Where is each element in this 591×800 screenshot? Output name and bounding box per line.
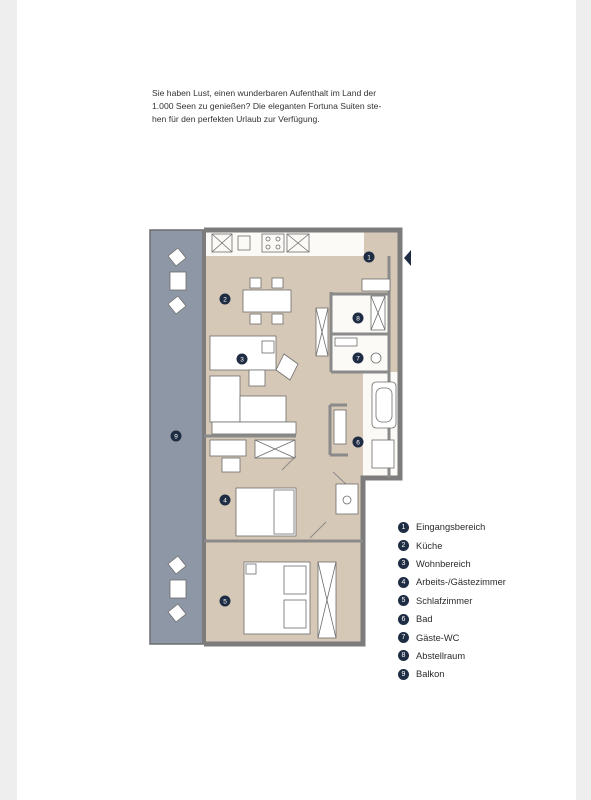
legend-number: 6 [398, 614, 409, 625]
legend-label: Küche [416, 540, 443, 551]
legend-number: 1 [398, 522, 409, 533]
legend-label: Abstellraum [416, 650, 466, 661]
room-marker-9 [171, 431, 182, 442]
intro-line-2: 1.000 Seen zu genießen? Die eleganten Fortuna Suiten ste- [152, 101, 382, 111]
legend-label: Arbeits-/Gästezimmer [416, 577, 506, 588]
room-marker-3 [237, 354, 248, 365]
legend-label: Wohnbereich [416, 558, 471, 569]
svg-text:7: 7 [356, 355, 360, 363]
legend-number: 4 [398, 577, 409, 588]
svg-text:1: 1 [367, 254, 371, 262]
legend-item [398, 555, 506, 573]
legend-label: Bad [416, 614, 433, 625]
room-marker-2 [220, 294, 231, 305]
legend-label: Balkon [416, 669, 445, 680]
svg-text:3: 3 [240, 356, 244, 364]
svg-text:5: 5 [223, 598, 227, 606]
entrance-arrow-icon [404, 250, 411, 266]
legend-number: 2 [398, 540, 409, 551]
svg-text:9: 9 [174, 433, 178, 441]
legend-number: 7 [398, 632, 409, 643]
legend-item [398, 628, 506, 646]
svg-text:8: 8 [356, 315, 360, 323]
room-marker-7 [353, 353, 364, 364]
legend-item [398, 536, 506, 554]
legend-item [398, 592, 506, 610]
svg-text:4: 4 [223, 497, 227, 505]
room-marker-4 [220, 495, 231, 506]
intro-line-3: hen für den perfekten Urlaub zur Verfügung. [152, 114, 320, 124]
svg-text:6: 6 [356, 439, 360, 447]
room-marker-8 [353, 313, 364, 324]
legend-number: 3 [398, 558, 409, 569]
svg-text:2: 2 [223, 296, 227, 304]
room-legend [398, 518, 506, 684]
legend-label: Schlafzimmer [416, 595, 473, 606]
legend-item [398, 573, 506, 591]
legend-item [398, 647, 506, 665]
intro-line-1: Sie haben Lust, einen wunderbaren Aufenthalt im Land der [152, 88, 377, 98]
legend-label: Eingangsbereich [416, 522, 486, 533]
legend-item [398, 610, 506, 628]
room-marker-6 [353, 437, 364, 448]
room-marker-1 [364, 252, 375, 263]
legend-label: Gäste-WC [416, 632, 460, 643]
legend-item [398, 518, 506, 536]
room-marker-5 [220, 596, 231, 607]
bedroom-furniture [244, 562, 336, 638]
legend-number: 5 [398, 595, 409, 606]
legend-number: 8 [398, 650, 409, 661]
legend-number: 9 [398, 669, 409, 680]
legend-item [398, 665, 506, 683]
